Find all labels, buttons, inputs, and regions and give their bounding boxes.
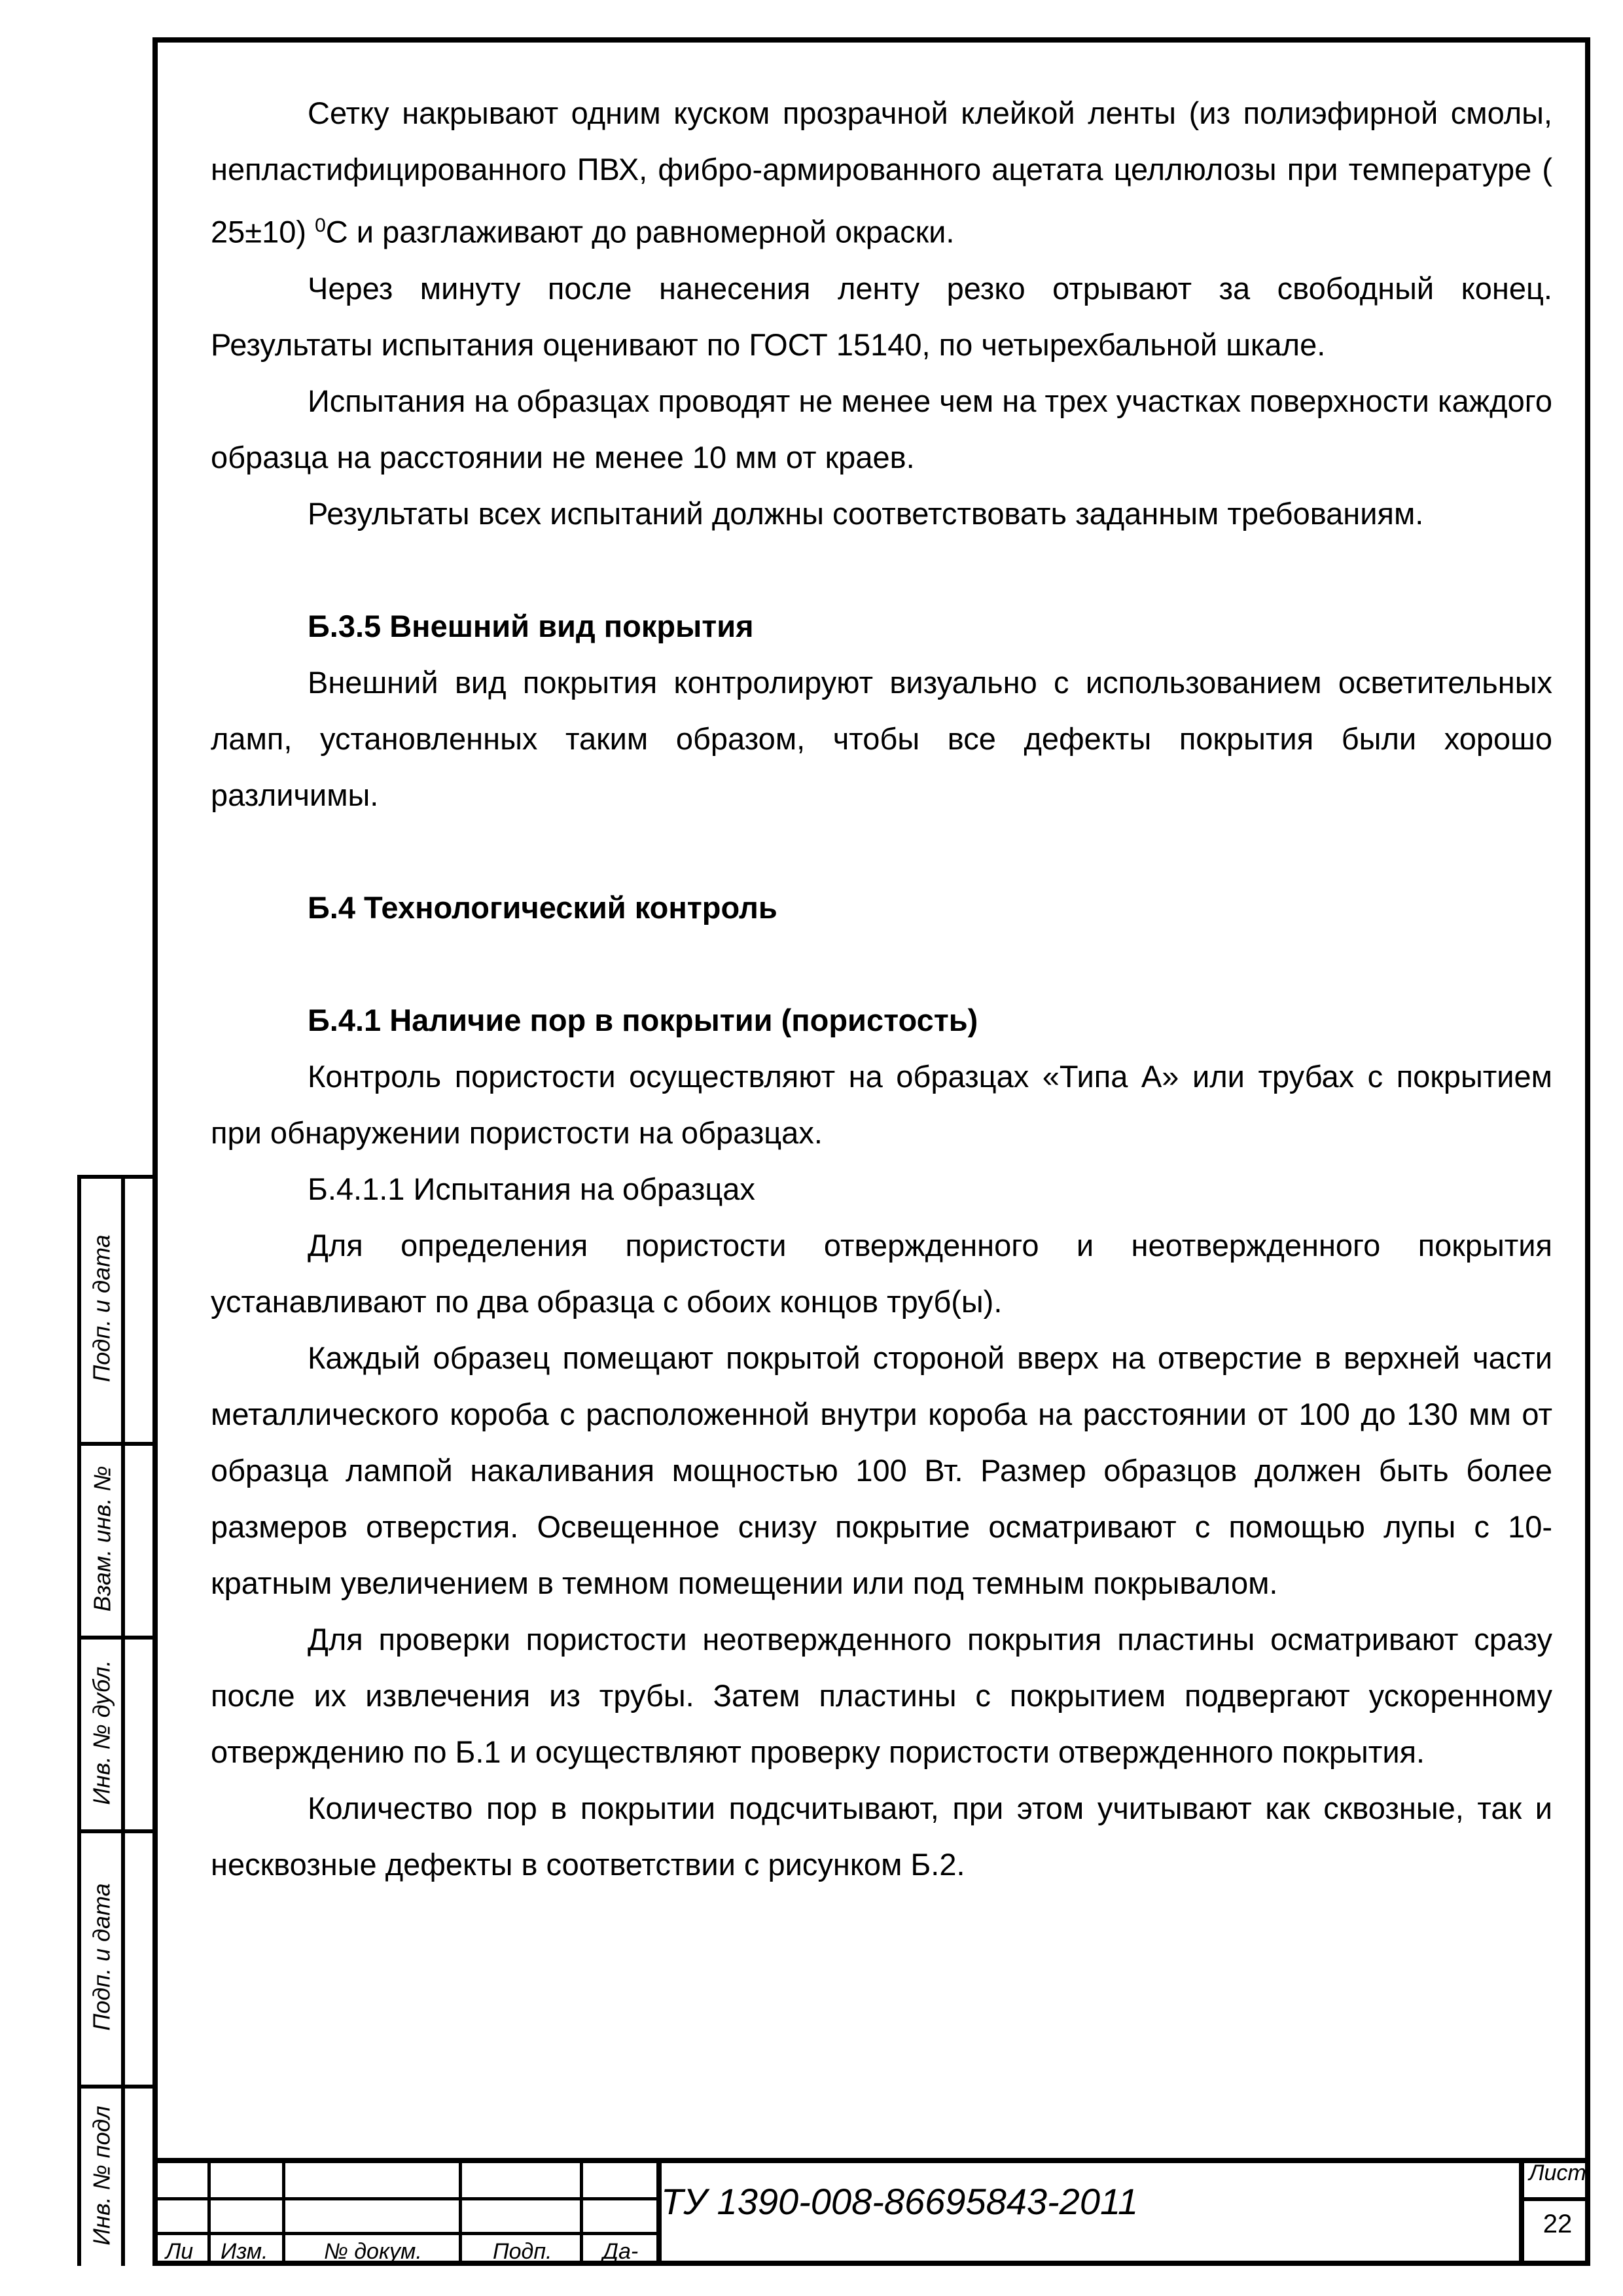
- section-heading: Б.4 Технологический контроль: [308, 889, 777, 925]
- paragraph: Сетку накрывают одним куском прозрачной клейкой ленты (из полиэфирной смолы, непластифицированного ПВХ, фибро-армированного ацетата целлюлозы при температуре ( 25±10) $^0$С и разглаживают до равномерной окраски.: [211, 96, 1552, 249]
- col-data: Да-: [603, 2239, 639, 2264]
- col-li: Ли: [166, 2239, 194, 2264]
- section-heading: Б.3.5 Внешний вид покрытия: [308, 608, 754, 643]
- document-designation: ТУ 1390-008-86695843-2011: [661, 2181, 1139, 2222]
- document-body: [211, 85, 1552, 1893]
- col-podp: Подп.: [493, 2239, 552, 2264]
- superscript: 0: [315, 215, 326, 236]
- paragraph: Результаты всех испытаний должны соответствовать заданным требованиям.: [308, 495, 1424, 531]
- paragraph: Внешний вид покрытия контролируют визуально с использованием осветительных ламп, установленных таким образом, чтобы все дефекты покрытия были хорошо различимы.: [211, 664, 1552, 812]
- subsection-title: Б.4.1.1 Испытания на образцах: [308, 1171, 755, 1206]
- col-dokum: № докум.: [324, 2239, 422, 2264]
- stamp-podp-data-2: Подп. и дата: [88, 1883, 115, 2031]
- paragraph: Испытания на образцах проводят не менее чем на трех участках поверхности каждого образца на расстоянии не менее 10 мм от краев.: [211, 383, 1552, 475]
- paragraph: Контроль пористости осуществляют на образцах «Типа А» или трубах с покрытием при обнаружении пористости на образцах.: [211, 1058, 1552, 1150]
- paragraph: Для определения пористости отвержденного и неотвержденного покрытия устанавливают по два образца с обоих концов труб(ы).: [211, 1227, 1552, 1319]
- side-stamp: [77, 1175, 152, 2266]
- paragraph: Количество пор в покрытии подсчитывают, при этом учитывают как сквозные, так и несквозные дефекты в соответствии с рисунком Б.2.: [211, 1790, 1552, 1882]
- sheet-number: 22: [1543, 2210, 1573, 2238]
- paragraph: Для проверки пористости неотвержденного покрытия пластины осматривают сразу после их извлечения из трубы. Затем пластины с покрытием подвергают ускоренному отверждению по Б.1 и осуществляют проверку пористости отвержденного покрытия.: [211, 1621, 1552, 1769]
- stamp-inv-dubl: Инв. № дубл.: [88, 1660, 115, 1805]
- stamp-inv-podl: Инв. № подл: [88, 2105, 116, 2246]
- sheet-label: Лист: [1529, 2161, 1586, 2185]
- col-izm: Изм.: [221, 2239, 268, 2264]
- stamp-vzam-inv: Взам. инв. №: [88, 1465, 116, 1612]
- paragraph: Каждый образец помещают покрытой стороной вверх на отверстие в верхней части металлического короба с расположенной внутри короба на расстоянии от 100 до 130 мм от образца лампой накаливания мощностью 100 Вт. Размер образцов должен быть более размеров отверстия. Освещенное снизу покрытие осматривают с помощью лупы с 10-кратным увеличением в темном помещении или под темным покрывалом.: [211, 1340, 1552, 1600]
- paragraph: Через минуту после нанесения ленту резко отрывают за свободный конец. Результаты испытания оценивают по ГОСТ 15140, по четырехбальной шкале.: [211, 270, 1552, 362]
- section-heading: Б.4.1 Наличие пор в покрытии (пористость): [308, 1002, 978, 1037]
- stamp-podp-data: Подп. и дата: [88, 1234, 115, 1382]
